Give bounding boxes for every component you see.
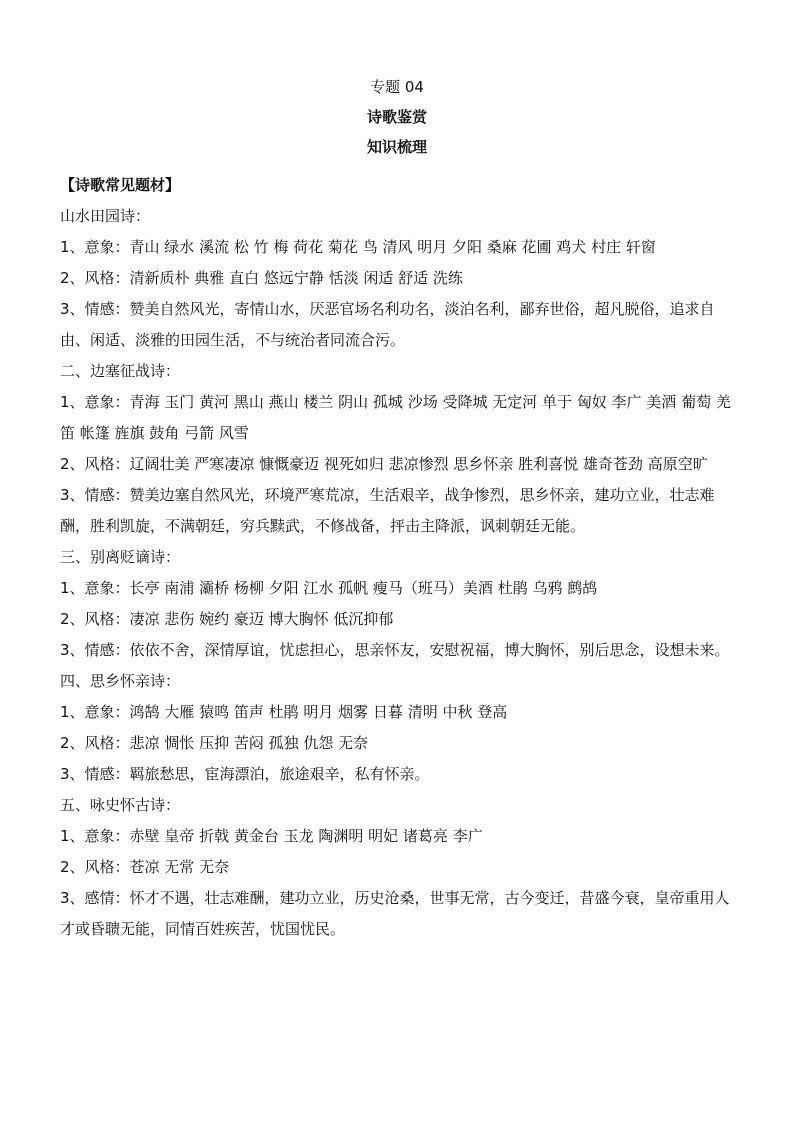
document-header: [0, 72, 794, 162]
category-title-frontier: 二、边塞征战诗：: [60, 362, 181, 380]
farewell-imagery: 1、意象：长亭 南浦 灞桥 杨柳 夕阳 江水 孤帆 瘦马（班马）美酒 杜鹃 乌鸦 鹧鸪: [60, 579, 598, 597]
document-subtitle: 知识梳理: [366, 138, 427, 156]
landscape-imagery: 1、意象：青山 绿水 溪流 松 竹 梅 荷花 菊花 鸟 清风 明月 夕阳 桑麻 花圃 鸡犬 村庄 轩窗: [60, 238, 656, 256]
document-body: [60, 170, 740, 945]
farewell-style: 2、风格：凄凉 悲伤 婉约 豪迈 博大胸怀 低沉抑郁: [60, 610, 394, 628]
homesick-style: 2、风格：悲凉 惆怅 压抑 苦闷 孤独 仇怨 无奈: [60, 734, 369, 752]
frontier-style: 2、风格：辽阔壮美 严寒凄凉 慷慨豪迈 视死如归 悲凉惨烈 思乡怀亲 胜利喜悦 雄奇苍劲 高原空旷: [60, 455, 708, 473]
document-title: 诗歌鉴赏: [366, 108, 427, 126]
category-title-homesick: 四、思乡怀亲诗：: [60, 672, 181, 690]
topic-number: 专题 04: [370, 78, 424, 96]
history-style: 2、风格：苍凉 无常 无奈: [60, 858, 230, 876]
frontier-imagery: 1、意象：青海 玉门 黄河 黑山 燕山 楼兰 阴山 孤城 沙场 受降城 无定河 单于 匈奴 李广 美酒 葡萄 羌笛 帐篷 旌旗 鼓角 弓箭 风雪: [60, 393, 731, 442]
category-title-history: 五、咏史怀古诗：: [60, 796, 181, 814]
landscape-emotion: 3、情感：赞美自然风光，寄情山水，厌恶官场名利功名，淡泊名利，鄙弃世俗，超凡脱俗，追求自由、闲适、淡雅的田园生活，不与统治者同流合污。: [60, 300, 715, 349]
history-imagery: 1、意象：赤壁 皇帝 折戟 黄金台 玉龙 陶渊明 明妃 诸葛亮 李广: [60, 827, 483, 845]
homesick-emotion: 3、情感：羁旅愁思，宦海漂泊，旅途艰辛，私有怀亲。: [60, 765, 430, 783]
landscape-style: 2、风格：清新质朴 典雅 直白 悠远宁静 恬淡 闲适 舒适 洗练: [60, 269, 463, 287]
frontier-emotion: 3、情感：赞美边塞自然风光，环境严寒荒凉，生活艰辛，战争惨烈，思乡怀亲，建功立业，壮志难酬，胜利凯旋，不满朝廷，穷兵黩武，不修战备，抨击主降派，讽刺朝廷无能。: [60, 486, 715, 535]
farewell-emotion: 3、情感：依依不舍，深情厚谊，忧虑担心，思亲怀友，安慰祝福，博大胸怀，别后思念，设想未来。: [60, 641, 730, 659]
homesick-imagery: 1、意象：鸿鹄 大雁 猿鸣 笛声 杜鹃 明月 烟雾 日暮 清明 中秋 登高: [60, 703, 508, 721]
category-title-farewell: 三、别离贬谪诗：: [60, 548, 181, 566]
category-title-landscape: 山水田园诗：: [60, 207, 151, 225]
section-heading: 【诗歌常见题材】: [60, 176, 181, 194]
history-emotion: 3、感情：怀才不遇，壮志难酬，建功立业，历史沧桑，世事无常，古今变迁，昔盛今衰，皇帝重用人才或昏聩无能，同情百姓疾苦，忧国忧民。: [60, 889, 730, 938]
